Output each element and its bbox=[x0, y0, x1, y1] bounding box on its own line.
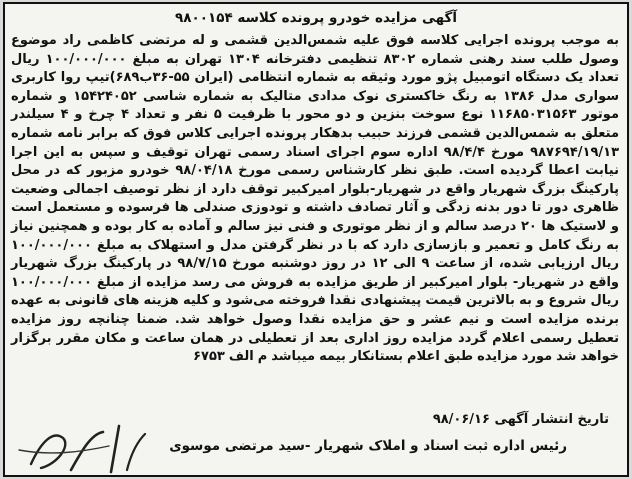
handwritten-signature bbox=[11, 412, 161, 477]
notice-body: به موجب پرونده اجرایی کلاسه فوق علیه شمس‌الدین قشمی و له مرتضی کاظمی راد موضوع وصول طلب سند رهنی شماره ۸۳۰۲ تنظیمی دفترخانه ۱۳۰۴ تهران به مبلغ ۱۰۰/۰۰۰/۰۰۰ ریال تعداد یک دستگاه اتومبیل پژو مورد وثیقه به شماره انتظامی (ایران ۵۵-۳۶ب۶۸۹)تیپ روا کاربری سواری مدل ۱۳۸۶ به رنگ خاکستری نوک مدادی متالیک به شماره شاسی ۱۵۴۲۴۰۵۲ و شماره موتور ۱۱۶۸۵۰۳۱۵۶۳ نوع سوخت بنزین و دو محور با ظرفیت ۵ نفر و تعداد ۴ چرخ و ۴ سیلندر متعلق به شمس‌الدین قشمی فرزند حبیب بدهکار پرونده اجرایی کلاس فوق که برابر نامه شماره ۹۸۷۶۹۴/۱۹/۱۳ مورخ ۹۸/۴/۴ اداره سوم اجرای اسناد رسمی تهران توقیف و سپس به این اجرا نیابت اعطا گردیده است. طبق نظر کارشناس رسمی مورخ ۹۸/۰۴/۱۸ خودرو مزبور که در محل پارکینگ بزرگ شهریار واقع در شهریار-بلوار امیرکبیر توقف دارد از نظر توصیف اجمالی وضعیت ظاهری دور تا دور بدنه زدگی و آثار تصادف داشته و تودوزی صندلی ها فرسوده و مستعمل است و لاستیک ها ۲۰ درصد سالم و از نظر موتوری و فنی نیز سالم و آماده به کار بوده و همچنین نیاز به رنگ کامل و تعمیر و بازسازی دارد که با در نظر گرفتن مدل و استهلاک به مبلغ ۱۰۰/۰۰۰/۰۰۰ ریال ارزیابی شده، از ساعت ۹ الی ۱۲ در روز دوشنبه مورخ ۹۸/۷/۱۵ در پارکینگ بزرگ شهریار واقع در شهریار- بلوار امیرکبیر از طریق مزایده به فروش می رسد مزایده از مبلغ ۱۰۰/۰۰۰/۰۰۰ ریال شروع و به بالاترین قیمت پیشنهادی نقدا فروخته می‌شود و کلیه هزینه های قانونی به عهده برنده مزایده است و نیم عشر و حق مزایده نقدا وصول خواهد شد. ضمنا چنانچه روز مزایده تعطیل رسمی اعلام گردد مزایده روز اداری بعد از تعطیلی در همان ساعت و مکان مقرر برگزار خواهد شد مورد مزایده طبق اعلام بستانکار بیمه میباشد م الف ۶۷۵۳ bbox=[11, 33, 620, 365]
newspaper-clipping bbox=[3, 2, 629, 477]
signature-line: رئیس اداره ثبت اسناد و املاک شهریار -سید مرتضی موسوی bbox=[169, 438, 567, 454]
publish-date: تاریخ انتشار آگهی ۹۸/۰۶/۱۶ bbox=[432, 412, 609, 427]
notice-title: آگهی مزایده خودرو پرونده کلاسه ۹۸۰۰۱۵۴ bbox=[175, 10, 457, 26]
